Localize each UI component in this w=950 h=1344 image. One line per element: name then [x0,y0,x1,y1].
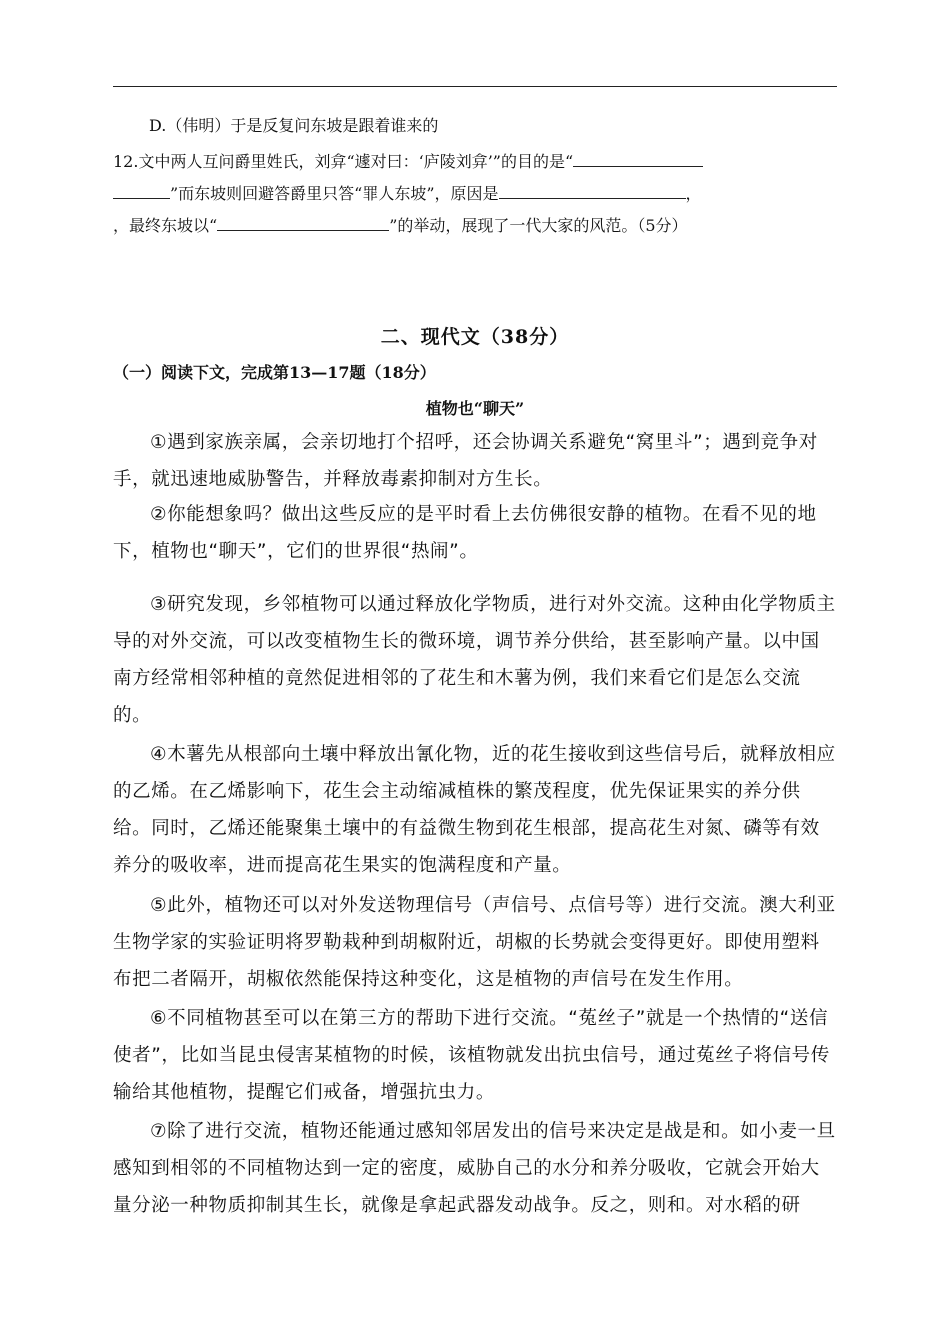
paragraph-4: ④木薯先从根部向土壤中释放出氰化物，近的花生接收到这些信号后，就释放相应的乙烯。在乙烯影响下，花生会主动缩减植株的繁茂程度，优先保证果实的养分供给。同时，乙烯还能聚集土壤中的有益微生物到花生根部，提高花生对氮、磷等有效养分的吸收率，进而提高花生果实的饱满程度和产量。 [113,744,836,876]
paragraph-5: ⑤此外，植物还可以对外发送物理信号（声信号、点信号等）进行交流。澳大利亚生物学家的实验证明将罗勒栽种到胡椒附近，胡椒的长势就会变得更好。即使用塑料布把二者隔开，胡椒依然能保持这种变化，这是植物的声信号在发生作用。 [113,895,836,990]
question-12-line-2 [113,182,702,204]
question-12-text-1: 12.文中两人互问爵里姓氏，刘弇“遽对曰：‘庐陵刘弇’”的目的是“ [113,152,574,171]
answer-blank-3[interactable] [217,214,389,231]
question-option-d: D.（伟明）于是反复问东坡是跟着谁来的 [149,116,439,135]
paragraph-6: ⑥不同植物甚至可以在第三方的帮助下进行交流。“菟丝子”就是一个热情的“送信使者”，比如当昆虫侵害某植物的时候，该植物就发出抗虫信号，通过菟丝子将信号传输给其他植物，提醒它们戒备，增强抗虫力。 [113,1008,830,1103]
article-title: 植物也“聊天” [425,399,525,418]
paragraph-7: ⑦除了进行交流，植物还能通过感知邻居发出的信号来决定是战是和。如小麦一旦感知到相邻的不同植物达到一定的密度，威胁自己的水分和养分吸收，它就会开始大量分泌一种物质抑制其生长，就像是拿起武器发动战争。反之，则和。对水稻的研 [113,1121,836,1216]
question-12-text-4: ，最终东坡以“ [113,216,218,235]
answer-blank-1[interactable] [573,150,703,167]
reading-sub-heading: （一）阅读下文，完成第13—17题（18分） [113,363,436,382]
question-12-text-5: ”的举动，展现了一代大家的风范。（5分） [389,216,688,235]
top-rule [113,86,837,87]
answer-blank-2[interactable] [499,182,686,199]
paragraph-1: ①遇到家族亲属，会亲切地打个招呼，还会协调关系避免“窝里斗”；遇到竞争对手，就迅速地威胁警告，并释放毒素抑制对方生长。 [113,432,818,490]
paragraph-2: ②你能想象吗？做出这些反应的是平时看上去仿佛很安静的植物。在看不见的地下，植物也“聊天”，它们的世界很“热闹”。 [113,504,817,562]
answer-blank-1-cont[interactable] [113,182,170,199]
paragraph-3: ③研究发现，乡邻植物可以通过释放化学物质，进行对外交流。这种由化学物质主导的对外交流，可以改变植物生长的微环境，调节养分供给，甚至影响产量。以中国南方经常相邻种植的竟然促进相邻的了花生和木薯为例，我们来看它们是怎么交流的。 [113,594,836,726]
question-12-text-2: ”而东坡则回避答爵里只答“罪人东坡”，原因是 [170,184,499,203]
question-12-line-1 [113,150,703,172]
section-title: 二、现代文（38分） [380,326,570,348]
question-12-line-3 [113,214,688,236]
question-12-text-3: ， [685,184,702,203]
